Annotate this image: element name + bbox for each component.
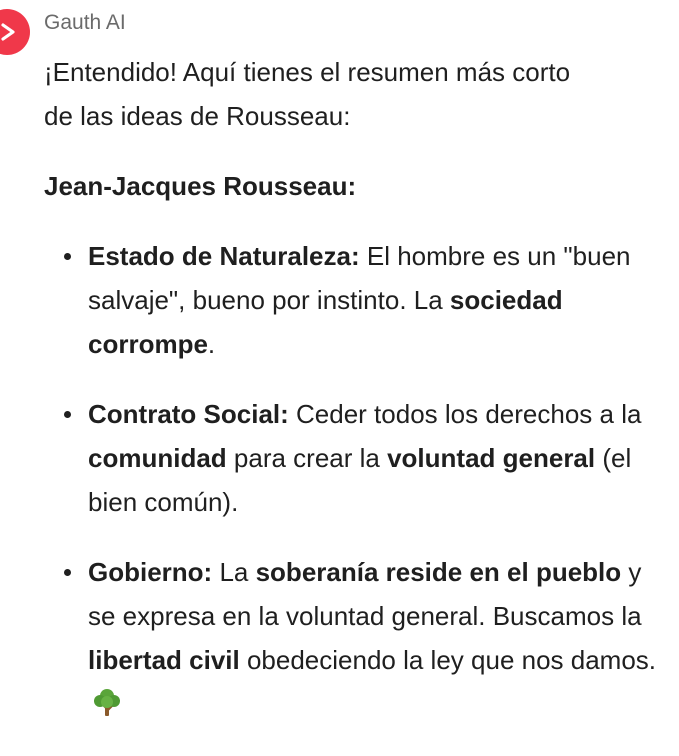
item-label: Contrato Social: bbox=[88, 399, 289, 429]
item-text: para crear la bbox=[226, 443, 388, 473]
bullet-list bbox=[44, 234, 664, 730]
list-item bbox=[44, 234, 664, 366]
item-bold-text: comunidad bbox=[88, 443, 227, 473]
item-bold-text: sociedad corrompe bbox=[88, 285, 563, 359]
item-bold-text: soberanía reside en el pueblo bbox=[255, 557, 622, 587]
item-text: . bbox=[207, 329, 216, 359]
bullet-dot bbox=[64, 569, 71, 576]
tree-icon bbox=[92, 686, 122, 730]
item-text: y se expresa en la voluntad general. Buscamos la bbox=[88, 557, 642, 631]
item-text: La bbox=[212, 557, 256, 587]
item-label: Estado de Naturaleza: bbox=[88, 241, 360, 271]
item-text: El hombre es un "buen salvaje", bueno por instinto. La bbox=[88, 241, 631, 315]
bullet-dot bbox=[64, 253, 71, 260]
item-bold-text: voluntad general bbox=[387, 443, 596, 473]
gauth-logo-icon bbox=[0, 9, 30, 55]
item-text: Ceder todos los derechos a la bbox=[288, 399, 642, 429]
bullet-dot bbox=[64, 411, 71, 418]
list-item bbox=[44, 392, 664, 524]
section-heading: Jean-Jacques Rousseau: bbox=[44, 171, 357, 201]
item-text: obedeciendo la ley que nos damos. bbox=[239, 645, 657, 675]
item-bold-text: libertad civil bbox=[88, 645, 240, 675]
intro-text bbox=[44, 50, 664, 138]
list-item bbox=[44, 550, 664, 730]
item-text: (el bien común). bbox=[88, 443, 632, 517]
intro-line-2: de las ideas de Rousseau: bbox=[44, 101, 351, 131]
assistant-message bbox=[44, 50, 664, 756]
item-label: Gobierno: bbox=[88, 557, 213, 587]
intro-line-1: ¡Entendido! Aquí tienes el resumen más corto bbox=[44, 57, 571, 87]
app-name: Gauth AI bbox=[44, 11, 126, 34]
